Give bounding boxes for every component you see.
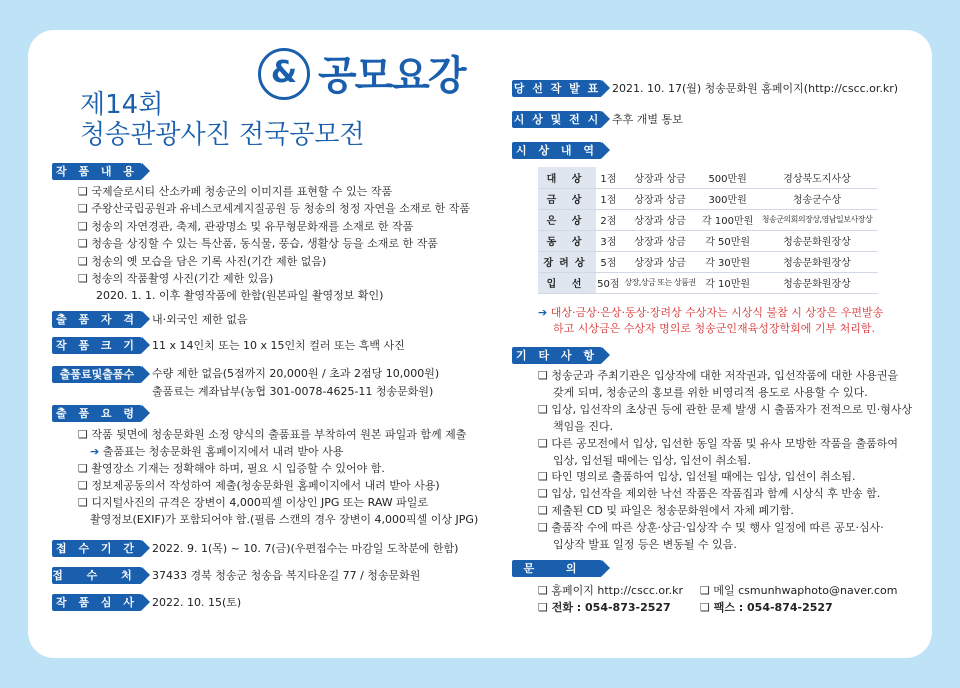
awards-table	[538, 167, 878, 294]
contact-phone: ❑ 전화 : 054-873-2527	[538, 600, 671, 616]
section-size-label: 작 품 크 기	[52, 337, 142, 354]
section-contact-label: 문 의	[512, 560, 602, 577]
awards-rank-cell: 대 상	[538, 167, 596, 188]
awards-count-cell: 1점	[596, 188, 621, 209]
awards-by-cell: 청송문화원장상	[756, 230, 878, 251]
awards-count-cell: 1점	[596, 167, 621, 188]
awards-prize-cell: 상장과 상금	[621, 230, 700, 251]
size-text: 11 x 14인치 또는 10 x 15인치 컬러 또는 흑백 사진	[152, 339, 405, 352]
awards-notice-2: 하고 시상금은 수상자 명의로 청송군인재육성장학회에 기부 처리함.	[553, 322, 876, 335]
etc-line: ❑ 제출된 CD 및 파일은 청송문화원에서 자체 폐기함.	[538, 503, 794, 519]
awards-count-cell: 5점	[596, 251, 621, 272]
works-item: ❑ 국제슬로시티 산소카페 청송군의 이미지를 표현할 수 있는 작품	[78, 184, 392, 200]
etc-line: ❑ 타인 명의로 출품하여 입상, 입선될 때에는 입상, 입선이 취소됨.	[538, 469, 855, 485]
awards-by-cell: 청송문화원장상	[756, 272, 878, 293]
awards-by-cell: 청송군의회의장상,영남일보사장상	[756, 209, 878, 230]
awards-row	[538, 251, 878, 272]
awards-by-cell: 경상북도지사상	[756, 167, 878, 188]
section-period-label: 접 수 기 간	[52, 540, 142, 557]
title-edition: 제14회	[80, 90, 164, 120]
awards-by-cell: 청송군수상	[756, 188, 878, 209]
section-judging-label: 작 품 심 사	[52, 594, 142, 611]
awards-prize-cell: 상장과 상금	[621, 251, 700, 272]
etc-line: ❑ 청송군과 주최기관은 입상작에 대한 저작권과, 입선작품에 대한 사용권을	[538, 368, 898, 384]
section-etc-label: 기 타 사 항	[512, 347, 602, 364]
awards-rank-cell: 동 상	[538, 230, 596, 251]
awards-amount-cell: 500만원	[699, 167, 756, 188]
section-announce-label: 당 선 작 발 표	[513, 82, 601, 95]
awards-prize-cell: 상장,상금 또는 상품권	[621, 272, 700, 293]
awards-rank-cell: 금 상	[538, 188, 596, 209]
method-item4: ❑ 디지털사진의 규격은 장변이 4,000픽셀 이상인 JPG 또는 RAW 파일로	[78, 495, 428, 511]
period-text: 2022. 9. 1(목) ~ 10. 7(금)(우편접수는 마감일 도착분에 한함)	[152, 542, 459, 555]
awards-notice-1: ➔ 대상·금상·은상·동상·장려상 수상자는 시상식 불참 시 상장은 우편발송	[538, 305, 883, 321]
place-text: 37433 경북 청송군 청송읍 복지타운길 77 / 청송문화원	[152, 569, 421, 582]
section-method-label: 출 품 요 령	[52, 405, 142, 422]
awards-amount-cell: 각 30만원	[699, 251, 756, 272]
works-item: ❑ 주왕산국립공원과 유네스코세계지질공원 등 청송의 청정 자연을 소재로 한 작품	[78, 201, 470, 217]
awards-amount-cell: 각 50만원	[699, 230, 756, 251]
etc-line: 책임을 진다.	[553, 419, 614, 433]
awards-row	[538, 272, 878, 293]
etc-line: ❑ 입상, 입선작을 제외한 낙선 작품은 작품집과 함께 시상식 후 반송 함.	[538, 486, 880, 502]
works-item: ❑ 청송의 옛 모습을 담은 기록 사진(기간 제한 없음)	[78, 254, 326, 270]
awards-rank-cell: 장려상	[538, 251, 596, 272]
ampersand-logo: &	[258, 48, 310, 100]
awards-amount-cell: 300만원	[699, 188, 756, 209]
awards-rank-cell: 은 상	[538, 209, 596, 230]
awards-count-cell: 2점	[596, 209, 621, 230]
etc-line: 입상, 입선될 때에는 입상, 입선이 취소됨.	[553, 453, 751, 467]
announce-text: 2021. 10. 17(월) 청송문화원 홈페이지(http://cscc.or.kr)	[612, 82, 899, 95]
section-place-label: 접 수 처	[52, 569, 142, 582]
fee-line1: 수량 제한 없음(5점까지 20,000원 / 초과 2점당 10,000원)	[152, 367, 440, 380]
awards-amount-cell: 각 100만원	[699, 209, 756, 230]
method-item1: ❑ 작품 뒷면에 청송문화원 소정 양식의 출품표를 부착하여 원본 파일과 함께 제출	[78, 427, 466, 443]
awards-prize-cell: 상장과 상금	[621, 167, 700, 188]
awards-rank-cell: 입 선	[538, 272, 596, 293]
contact-homepage[interactable]: ❑ 홈페이지 http://cscc.or.kr	[538, 583, 683, 599]
logo-text: 공모요강	[318, 53, 465, 99]
awards-row	[538, 230, 878, 251]
works-item: ❑ 청송을 상징할 수 있는 특산품, 동식물, 풍습, 생활상 등을 소재로 한 작품	[78, 236, 438, 252]
works-item: ❑ 청송의 작품촬영 사진(기간 제한 있음)	[78, 271, 273, 287]
method-item4-cont: 촬영정보(EXIF)가 포함되어야 함.(필름 스캔의 경우 장변이 4,000픽셀 이상 JPG)	[90, 513, 479, 526]
awards-prize-cell: 상장과 상금	[621, 188, 700, 209]
works-item: ❑ 청송의 자연경관, 축제, 관광명소 및 유무형문화재를 소재로 한 작품	[78, 219, 413, 235]
section-exhibit-label: 시 상 및 전 시	[513, 113, 601, 126]
awards-amount-cell: 각 10만원	[699, 272, 756, 293]
contact-email[interactable]: ❑ 메일 csmunhwaphoto@naver.com	[700, 583, 897, 599]
awards-prize-cell: 상장과 상금	[621, 209, 700, 230]
section-fee-label: 출품료및출품수	[52, 366, 142, 383]
method-item2: ❑ 촬영장소 기재는 정확해야 하며, 필요 시 입증할 수 있어야 함.	[78, 461, 385, 477]
awards-row	[538, 167, 878, 188]
awards-row	[538, 188, 878, 209]
judging-text: 2022. 10. 15(토)	[152, 596, 242, 609]
awards-count-cell: 50점	[596, 272, 621, 293]
eligibility-text: 내·외국인 제한 없음	[152, 313, 248, 326]
fee-line2: 출품료는 계좌납부(농협 301-0078-4625-11 청송문화원)	[152, 385, 434, 398]
method-item3: ❑ 정보제공동의서 작성하여 제출(청송문화원 홈페이지에서 내려 받아 사용)	[78, 478, 440, 494]
etc-line: ❑ 입상, 입선작의 초상권 등에 관한 문제 발생 시 출품자가 전적으로 민·형사상	[538, 402, 912, 418]
section-awards-label: 시 상 내 역	[512, 142, 602, 159]
section-works-label: 작 품 내 용	[52, 163, 142, 180]
title-main: 청송관광사진 전국공모전	[80, 120, 365, 150]
etc-line: ❑ 출품작 수에 따른 상훈·상금·입상작 수 및 행사 일정에 따른 공모·심사·	[538, 520, 884, 536]
etc-line: 입상작 발표 일정 등은 변동될 수 있음.	[553, 538, 737, 551]
method-item1-sub: ➔ 출품표는 청송문화원 홈페이지에서 내려 받아 사용	[90, 444, 343, 460]
etc-line: ❑ 다른 공모전에서 입상, 입선한 동일 작품 및 유사 모방한 작품을 출품하여	[538, 436, 898, 452]
awards-row	[538, 209, 878, 230]
section-eligibility-label: 출 품 자 격	[52, 311, 142, 328]
contact-fax: ❑ 팩스 : 054-874-2527	[700, 600, 833, 616]
awards-count-cell: 3점	[596, 230, 621, 251]
etc-line: 갖게 되며, 청송군의 홍보를 위한 비영리적 용도로 사용할 수 있다.	[553, 385, 868, 399]
works-note: 2020. 1. 1. 이후 촬영작품에 한함(원본파일 촬영정보 확인)	[96, 289, 384, 302]
awards-by-cell: 청송문화원장상	[756, 251, 878, 272]
exhibit-text: 추후 개별 통보	[612, 113, 683, 126]
